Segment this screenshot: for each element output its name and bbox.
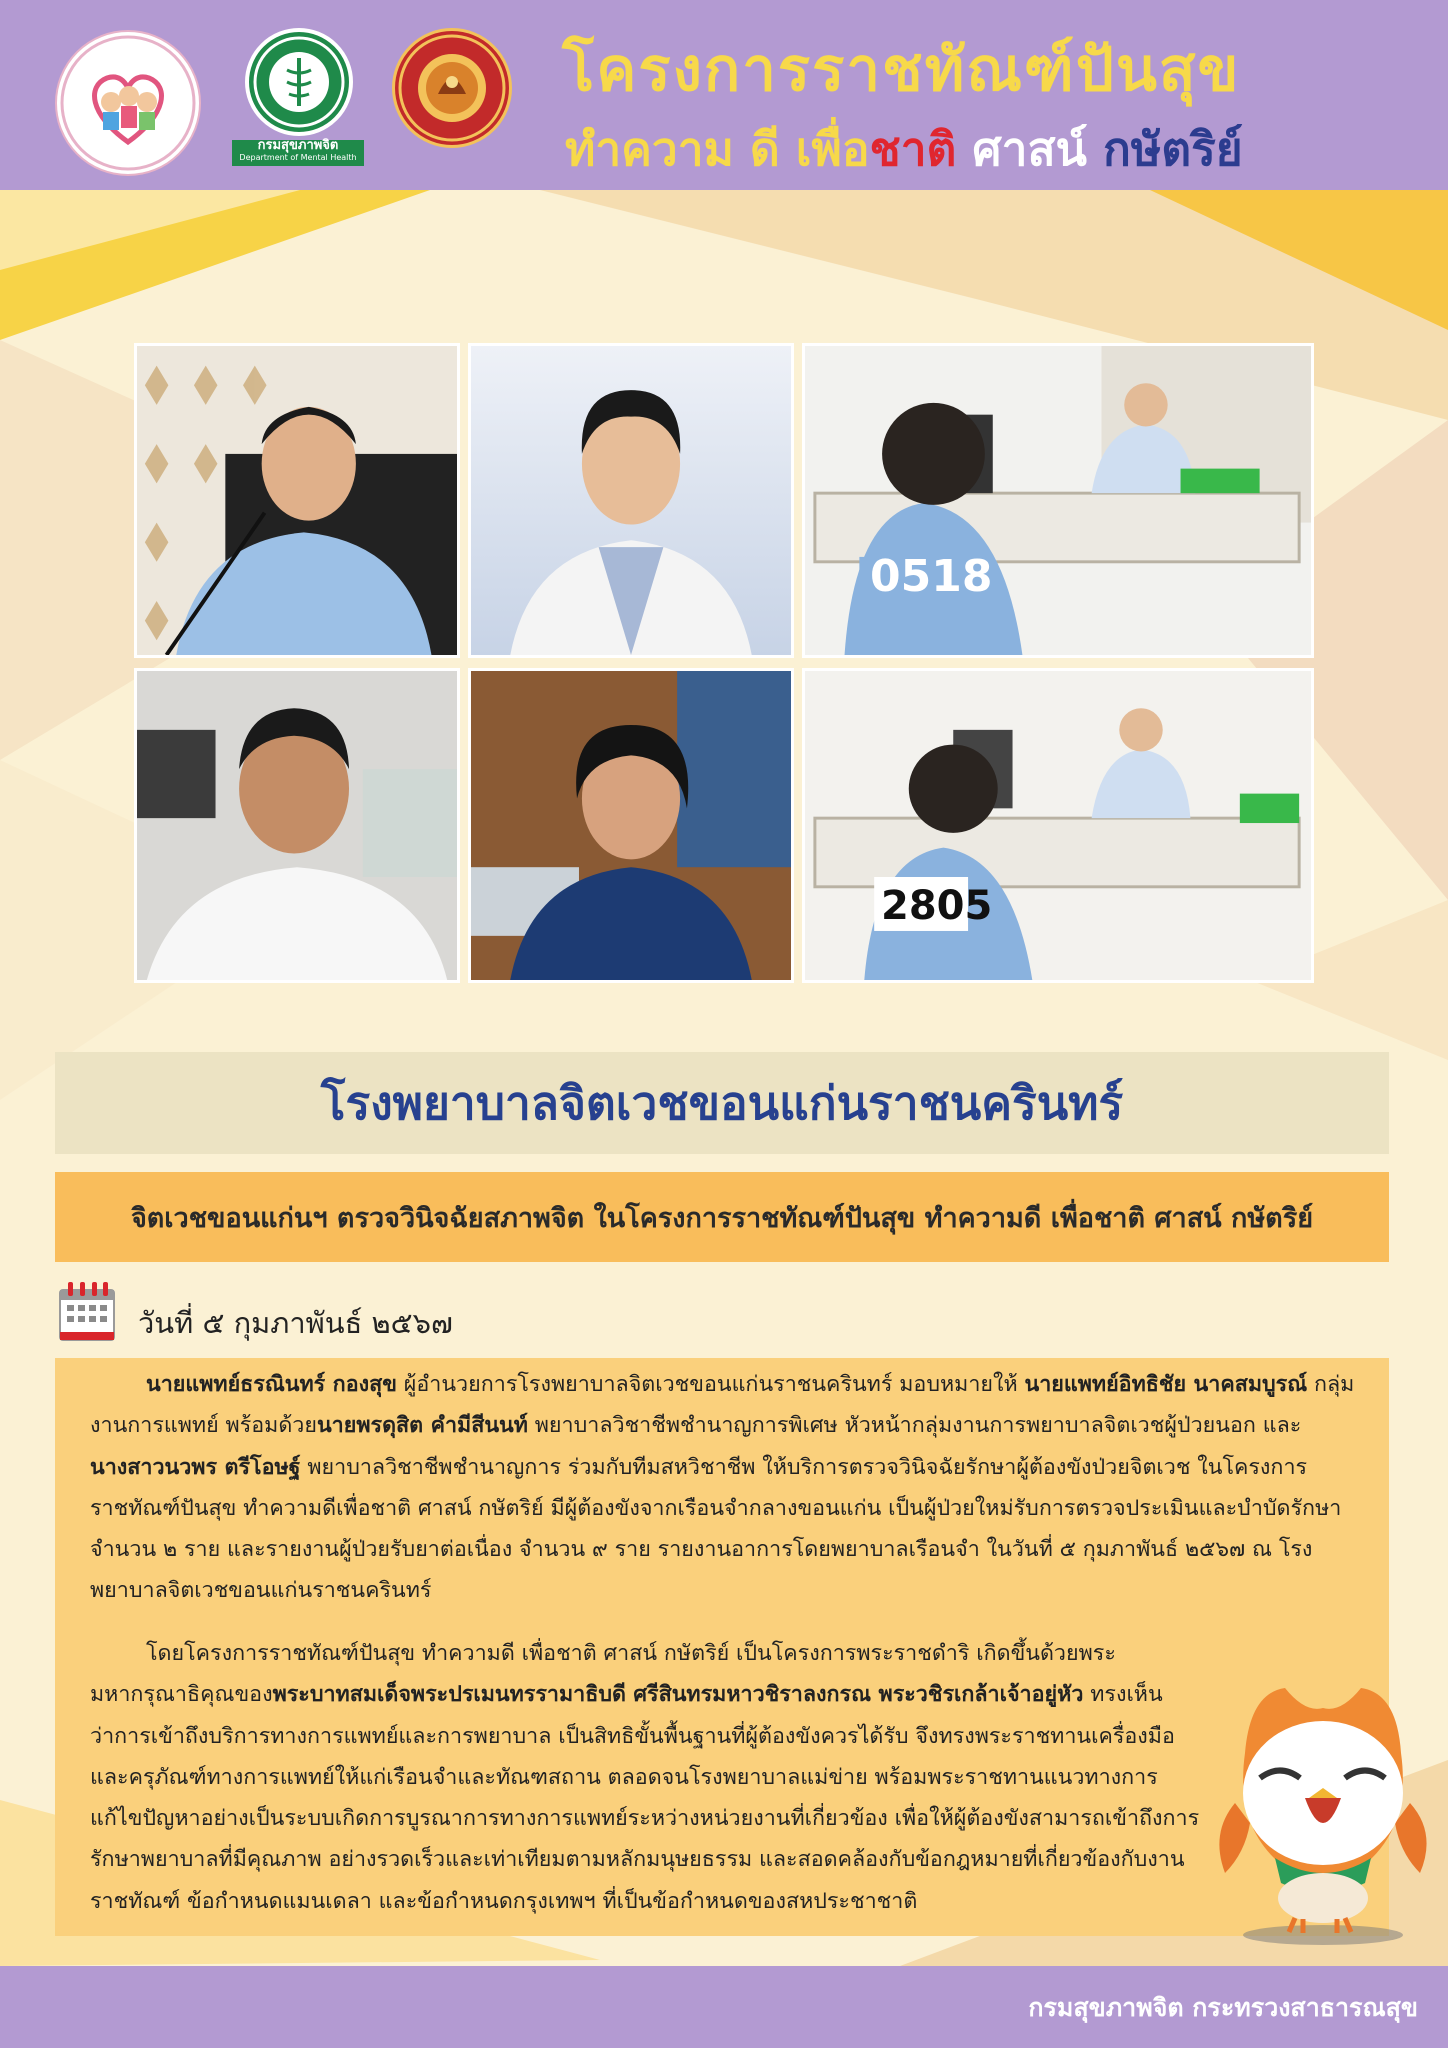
text-segment: ทรงเห็นว่าการเข้าถึงบริการทางการแพทย์และการพยาบาล เป็นสิทธิขั้นพื้นฐานที่ผู้ต้องขังควรได้รับ จึงทรงพระราชทานเครื่องมือและครุภัณฑ์ทางการแพทย์ให้แก่เรือนจำและทัณฑสถาน ตลอดจนโรงพยาบาลแม่ข่าย พร้อมพระราชทานแนวทางการแก้ไขปัญหาอย่างเป็นระบบเกิดการบูรณาการทางการแพทย์ระหว่างหน่วยงานที่เกี่ยวข้อง เพื่อให้ผู้ต้องขังสามารถเข้าถึงการรักษาพยาบาลที่มีคุณภาพ อย่างรวดเร็วและเท่าเทียมตามหลักมนุษยธรรม และสอดคล้องกับข้อกฎหมายที่เกี่ยวข้องกับงานราชทัณฑ์ ข้อกำหนดแมนเดลา และข้อกำหนดกรุงเทพฯ ที่เป็นข้อกำหนดของสหประชาชาติ	[90, 1682, 1200, 1914]
photo-consultation-inmate-0518	[802, 343, 1314, 658]
text-segment: ผู้อำนวยการโรงพยาบาลจิตเวชขอนแก่นราชนครินทร์ มอบหมายให้	[396, 1372, 1025, 1397]
caption-english: Department of Mental Health	[239, 153, 357, 162]
article-paragraph-2	[90, 1633, 1360, 1973]
good-health-good-heart-logo	[55, 30, 201, 176]
photo-doctor-portrait	[468, 343, 794, 658]
owl-mascot-illustration	[1205, 1683, 1440, 1948]
headline-band	[55, 1172, 1389, 1262]
slogan-part-religion: ศาสน์	[956, 122, 1104, 176]
publish-date: วันที่ ๕ กุมภาพันธ์ ๒๕๖๗	[138, 1306, 453, 1340]
mental-health-department-caption	[232, 140, 364, 166]
article-paragraph-1	[90, 1364, 1360, 1612]
footer-organization: กรมสุขภาพจิต กระทรวงสาธารณสุข	[1028, 1993, 1418, 2022]
inmate-number: 0518	[870, 551, 993, 602]
slogan-part-king: กษัตริย์	[1103, 122, 1243, 176]
calendar-icon	[58, 1280, 116, 1344]
director-name: นายแพทย์ธรณินทร์ กองสุข	[146, 1372, 397, 1397]
inmate-number: 2805	[881, 883, 993, 929]
photo-nurse-portrait	[134, 668, 460, 983]
slogan-part-nation: ชาติ	[869, 122, 957, 176]
footer-banner	[0, 1966, 1448, 2048]
text-segment: โดยโครงการราชทัณฑ์ปันสุข ทำความดี เพื่อชาติ ศาสน์ กษัตริย์ เป็นโครงการพระราชดำริ เกิดขึ้นด้วยพระมหากรุณาธิคุณของ	[90, 1641, 1116, 1708]
nurse-name-2: นางสาวนวพร ตรีโอษฐ์	[90, 1454, 301, 1480]
department-of-corrections-logo	[392, 28, 512, 148]
text-segment: กลุ่มงานการแพทย์ พร้อมด้วย	[90, 1372, 1355, 1439]
king-name: พระบาทสมเด็จพระปรเมนทรรามาธิบดี ศรีสินทรมหาวชิราลงกรณ พระวชิรเกล้าเจ้าอยู่หัว	[272, 1682, 1084, 1708]
nurse-name-1: นายพรดุสิต คำมีสีนนท์	[316, 1413, 528, 1439]
photo-female-nurse-portrait	[468, 668, 794, 983]
text-segment: พยาบาลวิชาชีพชำนาญการ ร่วมกับทีมสหวิชาชีพ ให้บริการตรวจวินิจฉัยรักษาผู้ต้องขังป่วยจิตเวช ในโครงการราชทัณฑ์ปันสุข ทำความดีเพื่อชาติ ศาสน์ กษัตริย์ มีผู้ต้องขังจากเรือนจำกลางขอนแก่น เป็นผู้ป่วยใหม่รับการตรวจประเมินและบำบัดรักษา จำนวน ๒ ราย และรายงานผู้ป่วยรับยาต่อเนื่อง จำนวน ๙ ราย รายงานอาการโดยพยาบาลเรือนจำ ในวันที่ ๕ กุมภาพันธ์ ๒๕๖๗ ณ โรงพยาบาลจิตเวชขอนแก่นราชนครินทร์	[90, 1454, 1342, 1604]
slogan-part-do-good: ทำความ ดี เพื่อ	[565, 122, 870, 176]
hospital-name: โรงพยาบาลจิตเวชขอนแก่นราชนครินทร์	[320, 1075, 1124, 1130]
text-segment: พยาบาลวิชาชีพชำนาญการพิเศษ หัวหน้ากลุ่มงานการพยาบาลจิตเวชผู้ป่วยนอก และ	[527, 1413, 1302, 1439]
photo-director-portrait	[134, 343, 460, 658]
project-title: โครงการราชทัณฑ์ปันสุข	[562, 35, 1241, 105]
ministry-of-public-health-logo	[245, 28, 353, 136]
hospital-name-band	[55, 1052, 1389, 1154]
doctor-name: นายแพทย์อิทธิชัย นาคสมบูรณ์	[1024, 1372, 1308, 1397]
project-slogan	[565, 113, 1425, 186]
caption-thai: กรมสุขภาพจิต	[257, 138, 339, 153]
news-headline: จิตเวชขอนแก่นฯ ตรวจวินิจฉัยสภาพจิต ในโครงการราชทัณฑ์ปันสุข ทำความดี เพื่อชาติ ศาสน์ กษัตริย์	[130, 1202, 1314, 1234]
photo-consultation-inmate-2805	[802, 668, 1314, 983]
